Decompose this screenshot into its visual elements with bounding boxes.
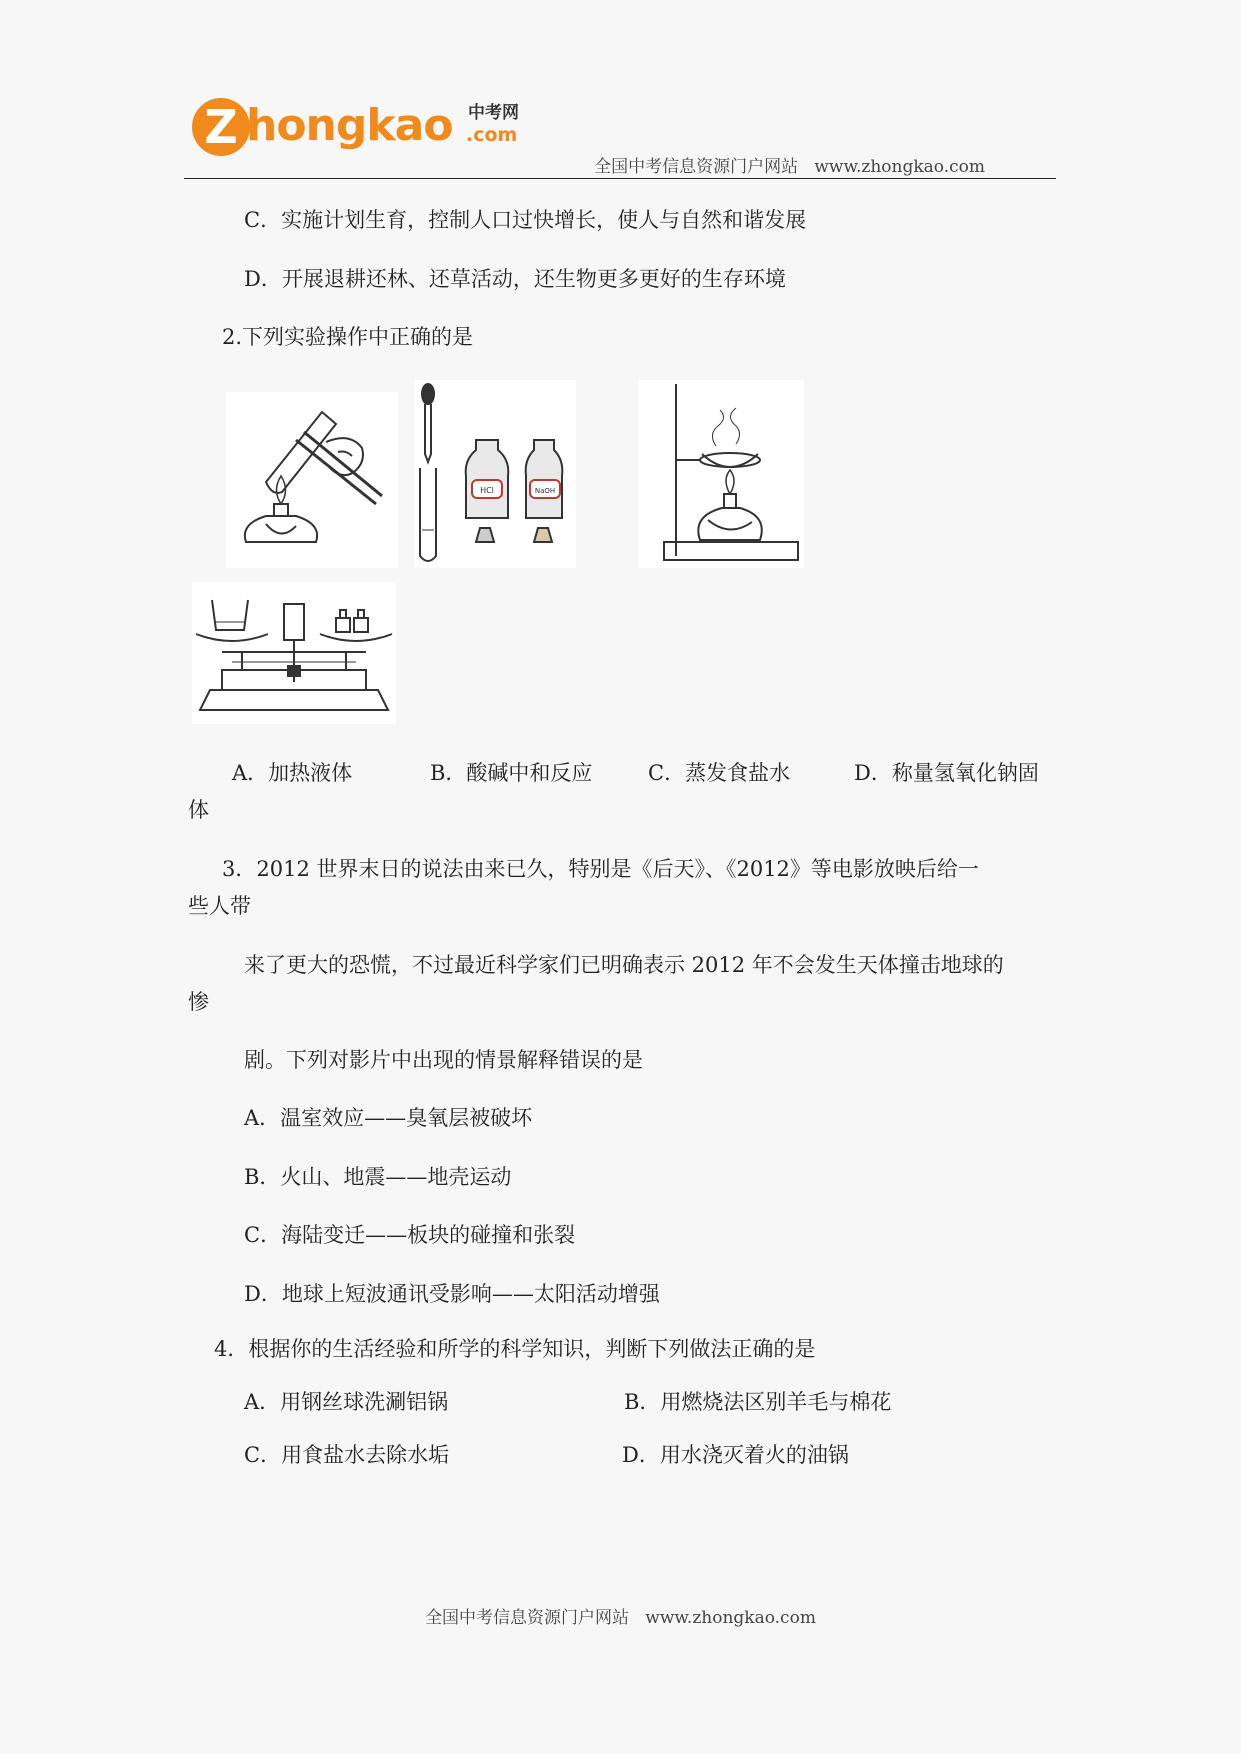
logo-initial: Z	[192, 98, 250, 156]
q3-stem-line-1: 3．2012 世界末日的说法由来已久，特别是《后天》、《2012》等电影放映后给一	[222, 857, 979, 881]
footer-site-text: 全国中考信息资源门户网站 www.zhongkao.com	[425, 1608, 816, 1628]
q1-option-d: D．开展退耕还林、还草活动，还生物更多更好的生存环境	[244, 267, 786, 291]
figure-evaporation	[638, 380, 804, 568]
q3-stem-line-2-continued: 惨	[188, 990, 209, 1014]
q3-stem-line-3: 剧。下列对影片中出现的情景解释错误的是	[244, 1048, 643, 1072]
q2-option-a: A．加热液体	[232, 761, 353, 785]
q2-option-d: D．称量氢氧化钠固	[854, 761, 1039, 785]
balance-illustration	[192, 582, 396, 724]
q4-stem: 4．根据你的生活经验和所学的科学知识，判断下列做法正确的是	[214, 1337, 816, 1361]
q4-option-d: D．用水浇灭着火的油锅	[622, 1443, 849, 1467]
q2-stem: 2.下列实验操作中正确的是	[222, 325, 474, 349]
q2-option-c: C．蒸发食盐水	[648, 761, 791, 785]
q3-option-b: B．火山、地震——地壳运动	[244, 1165, 512, 1189]
header-divider	[184, 178, 1056, 179]
q4-option-b: B．用燃烧法区别羊毛与棉花	[624, 1390, 892, 1414]
q3-stem-line-2: 来了更大的恐慌，不过最近科学家们已明确表示 2012 年不会发生天体撞击地球的	[244, 953, 1004, 977]
q3-option-a: A．温室效应——臭氧层被破坏	[244, 1106, 533, 1130]
figure-acid-base	[414, 380, 576, 568]
acid-base-illustration	[414, 380, 576, 568]
q4-option-a: A．用钢丝球洗涮铝锅	[244, 1390, 449, 1414]
q4-option-c: C．用食盐水去除水垢	[244, 1443, 450, 1467]
q2-option-d-continued: 体	[188, 798, 209, 822]
naoh-label: NaOH	[534, 487, 556, 495]
figure-balance	[192, 582, 396, 724]
zhongkao-logo[interactable]	[192, 98, 532, 160]
hcl-label: HCl	[480, 486, 494, 495]
q3-stem-line-1-continued: 些人带	[188, 894, 251, 918]
figure-heating-liquid	[226, 392, 398, 568]
q1-option-c: C．实施计划生育，控制人口过快增长，使人与自然和谐发展	[244, 208, 807, 232]
q2-option-b: B．酸碱中和反应	[430, 761, 593, 785]
header-site-text: 全国中考信息资源门户网站 www.zhongkao.com	[594, 157, 985, 177]
evaporation-illustration	[638, 380, 804, 568]
heating-liquid-illustration	[226, 392, 398, 568]
q3-option-d: D．地球上短波通讯受影响——太阳活动增强	[244, 1282, 660, 1306]
q3-option-c: C．海陆变迁——板块的碰撞和张裂	[244, 1223, 576, 1247]
logo-chinese: 中考网	[468, 103, 519, 123]
logo-dotcom: .com	[466, 124, 518, 146]
logo-word: hongkao	[246, 100, 453, 151]
